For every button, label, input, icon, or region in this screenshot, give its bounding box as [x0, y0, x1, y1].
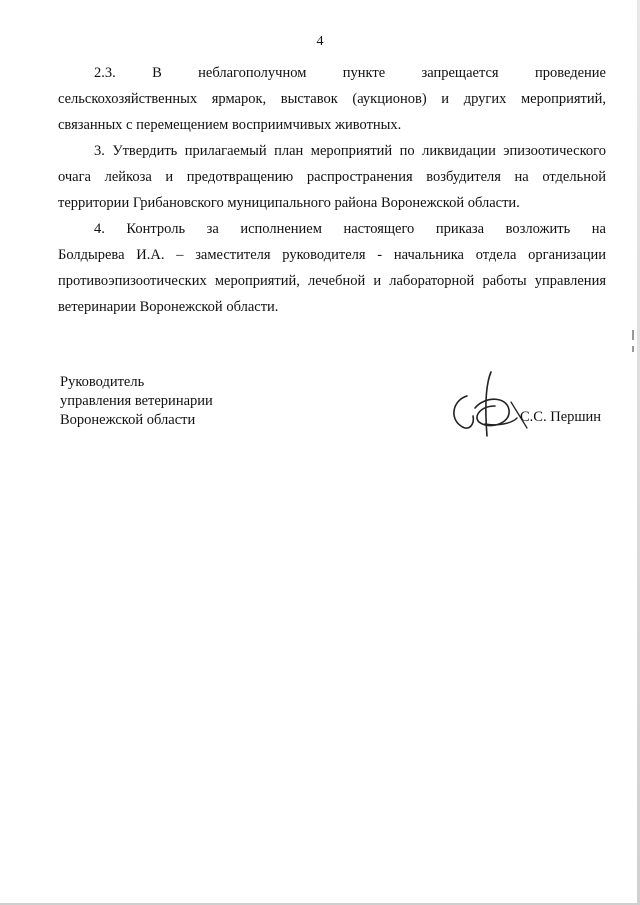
paragraph-2-3-first-line — [58, 60, 606, 86]
word: настоящего — [343, 221, 415, 237]
word: возложить — [505, 221, 571, 237]
word: исполнением — [240, 221, 322, 237]
scan-mark — [632, 330, 634, 340]
position-line: Воронежской области — [60, 412, 196, 428]
scan-mark — [632, 346, 634, 352]
word: на — [591, 221, 606, 237]
word: В — [152, 65, 162, 81]
position-line: Руководитель — [60, 374, 145, 390]
paragraph-4-rest: Болдырева И.А. – заместителя руководителя - начальника отдела организации противоэпизоотических мероприятий, лечебной и лабораторной работы управления ветеринарии Воронежской области. — [58, 247, 606, 315]
paragraph-2-3 — [58, 60, 606, 138]
paragraph-4 — [58, 216, 606, 320]
word: за — [206, 221, 219, 237]
paragraph-3 — [58, 138, 606, 216]
handwritten-signature — [445, 366, 535, 438]
page-number: 4 — [316, 34, 324, 49]
word: неблагополучном — [198, 65, 307, 81]
signatory-name: С.С. Першин — [520, 409, 602, 425]
word: пункте — [342, 65, 386, 81]
paragraph-3-text: 3. Утвердить прилагаемый план мероприятий по ликвидации эпизоотического очага лейкоза и предотвращению распространения возбудителя на отдельной территории Грибановского муниципального района Воронежской области. — [58, 143, 606, 211]
paragraph-2-3-rest: сельскохозяйственных ярмарок, выставок (аукционов) и других мероприятий, связанных с перемещением восприимчивых животных. — [58, 91, 606, 133]
word: проведение — [534, 65, 606, 81]
word: запрещается — [421, 65, 499, 81]
word: приказа — [435, 221, 485, 237]
word: 4. — [94, 221, 105, 237]
word: 2.3. — [94, 65, 116, 81]
signatory-position — [60, 373, 213, 430]
word: Контроль — [126, 221, 186, 237]
paragraph-4-first-line — [58, 216, 606, 242]
position-line: управления ветеринарии — [60, 393, 213, 409]
